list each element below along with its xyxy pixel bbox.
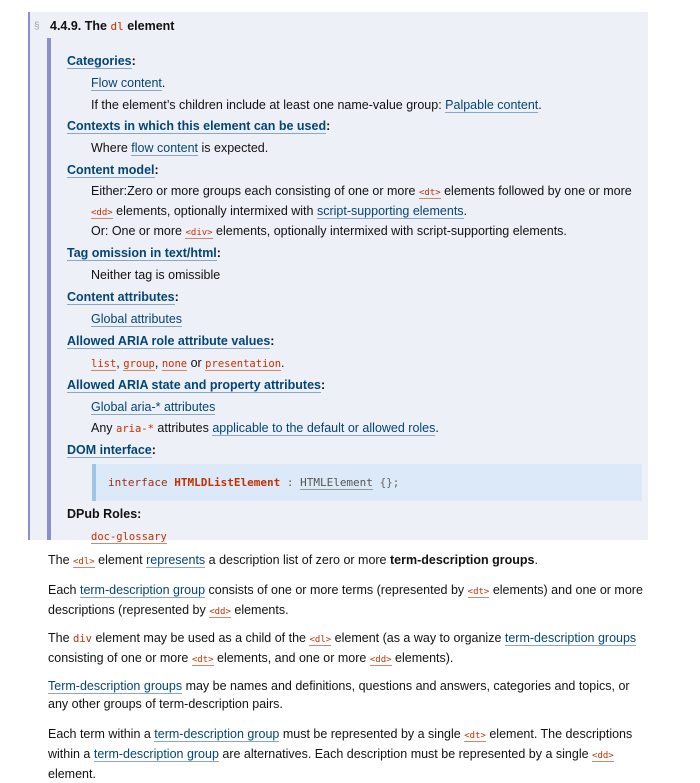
section-heading: [30, 12, 648, 40]
content-attributes-desc: [91, 312, 182, 326]
term-description-groups-link[interactable]: term-description groups: [504, 631, 637, 645]
doc-glossary-link[interactable]: doc-glossary: [91, 531, 167, 543]
dt-element-link-3[interactable]: <dt>: [191, 655, 214, 665]
palpable-content-link[interactable]: Palpable content: [445, 98, 539, 112]
dt-element-link[interactable]: <dt>: [418, 188, 441, 198]
dpub-roles-term: DPub Roles:: [67, 507, 142, 521]
aria-state-desc-1: [91, 400, 215, 414]
section-anchor[interactable]: §: [34, 20, 40, 32]
applicable-roles-link[interactable]: applicable to the default or allowed roles: [212, 421, 436, 435]
content-model-desc-2: Or: One or more <div> elements, optionally intermixed with script-supporting elements.: [91, 224, 567, 238]
represents-link[interactable]: represents: [146, 553, 206, 567]
dom-interface-link[interactable]: DOM interface: [67, 443, 152, 457]
contexts-link[interactable]: Contexts in which this element can be used: [67, 119, 327, 133]
paragraph-1: The <dl> element represents a description list of zero or more term-description groups.: [48, 553, 538, 567]
div-element-link[interactable]: <div>: [185, 228, 213, 238]
categories-term: Categories:: [67, 54, 136, 68]
term-description-group-link-2[interactable]: term-description group: [154, 727, 280, 741]
paragraph-2: Each term-description group consists of one or more terms (represented by <dt> elements) and one or more descriptions (represented by <dd> elements.: [48, 583, 643, 617]
role-group-link[interactable]: group: [123, 358, 155, 370]
dt-element-link-2[interactable]: <dt>: [467, 587, 490, 597]
aria-role-term: Allowed ARIA role attribute values:: [67, 334, 275, 348]
element-definition-box: [28, 12, 648, 543]
dpub-roles-desc: [91, 529, 167, 543]
paragraph-3: The div element may be used as a child of the <dl> element (as a way to organize term-description groups consisting of one or more <dt> elements, and one or more <dd> elements).: [48, 631, 637, 665]
dd-element-link-2[interactable]: <dd>: [209, 607, 231, 617]
paragraph-5: Each term within a term-description group must be represented by a single <dt> element. The descriptions within a term-description group are alternatives. Each description must be represented by a single <dd> element.: [48, 727, 633, 781]
dd-element-link-4[interactable]: <dd>: [592, 751, 614, 761]
aria-star-code: aria-*: [116, 423, 154, 435]
dd-element-link[interactable]: <dd>: [91, 208, 113, 218]
flow-content-link-2[interactable]: flow content: [131, 141, 199, 155]
paragraph-4: Term-description groups may be names and definitions, questions and answers, categories and topics, or any other groups of term-description pairs.: [48, 679, 630, 711]
categories-desc-1: Flow content.: [91, 76, 166, 90]
script-supporting-link[interactable]: script-supporting elements: [316, 204, 464, 218]
contexts-desc: Where flow content is expected.: [91, 141, 269, 155]
dd-element-link-3[interactable]: <dd>: [369, 655, 392, 665]
categories-desc-2: If the element’s children include at least one name-value group: Palpable content.: [91, 98, 542, 112]
content-attributes-link[interactable]: Content attributes: [67, 290, 175, 304]
dl-element-link[interactable]: <dl>: [73, 557, 95, 567]
term-description-groups-link-2[interactable]: Term-description groups: [48, 679, 183, 693]
tag-omission-desc: Neither tag is omissible: [91, 268, 221, 282]
aria-state-link[interactable]: Allowed ARIA state and property attributes: [67, 378, 321, 392]
term-description-group-link[interactable]: term-description group: [79, 583, 206, 597]
role-list-link[interactable]: list: [91, 358, 117, 370]
tag-omission-term: Tag omission in text/html:: [67, 246, 221, 260]
content-model-link[interactable]: Content model: [67, 163, 155, 177]
div-code: div: [73, 633, 92, 645]
contexts-term: Contexts in which this element can be used:: [67, 119, 331, 133]
global-attributes-link[interactable]: Global attributes: [91, 312, 183, 326]
dom-interface-term: DOM interface:: [67, 443, 156, 457]
aria-state-term: Allowed ARIA state and property attributes:: [67, 378, 326, 392]
idl-code-block: interface HTMLDListElement : HTMLElement {};: [92, 464, 642, 501]
content-model-term: Content model:: [67, 163, 159, 177]
dt-element-link-4[interactable]: <dt>: [464, 731, 486, 741]
tag-omission-link[interactable]: Tag omission in text/html: [67, 246, 217, 260]
role-none-link[interactable]: none: [161, 358, 188, 370]
aria-role-desc: list, group, none or presentation.: [91, 356, 285, 370]
dl-element-link-2[interactable]: <dl>: [309, 635, 332, 645]
term-description-group-link-3[interactable]: term-description group: [93, 747, 219, 761]
title-element-code: dl: [110, 20, 124, 33]
aria-state-desc-2: Any aria-* attributes applicable to the default or allowed roles.: [91, 421, 439, 435]
flow-content-link[interactable]: Flow content: [91, 76, 162, 90]
definition-list: [47, 38, 652, 543]
categories-link[interactable]: Categories: [67, 54, 132, 68]
aria-role-link[interactable]: Allowed ARIA role attribute values: [67, 334, 271, 348]
content-model-desc-1: Either:Zero or more groups each consisting of one or more <dt> elements followed by one or more <dd> elements, optionally intermixed with script-supporting elements.: [91, 184, 632, 218]
idl-interface-name: HTMLDListElement: [174, 476, 281, 489]
global-aria-link[interactable]: Global aria-* attributes: [91, 400, 216, 414]
role-presentation-link[interactable]: presentation: [205, 358, 282, 370]
idl-parent-link[interactable]: HTMLElement: [300, 476, 373, 489]
page-title: 4.4.9. The dl element: [50, 19, 175, 33]
content-attributes-term: Content attributes:: [67, 290, 179, 304]
